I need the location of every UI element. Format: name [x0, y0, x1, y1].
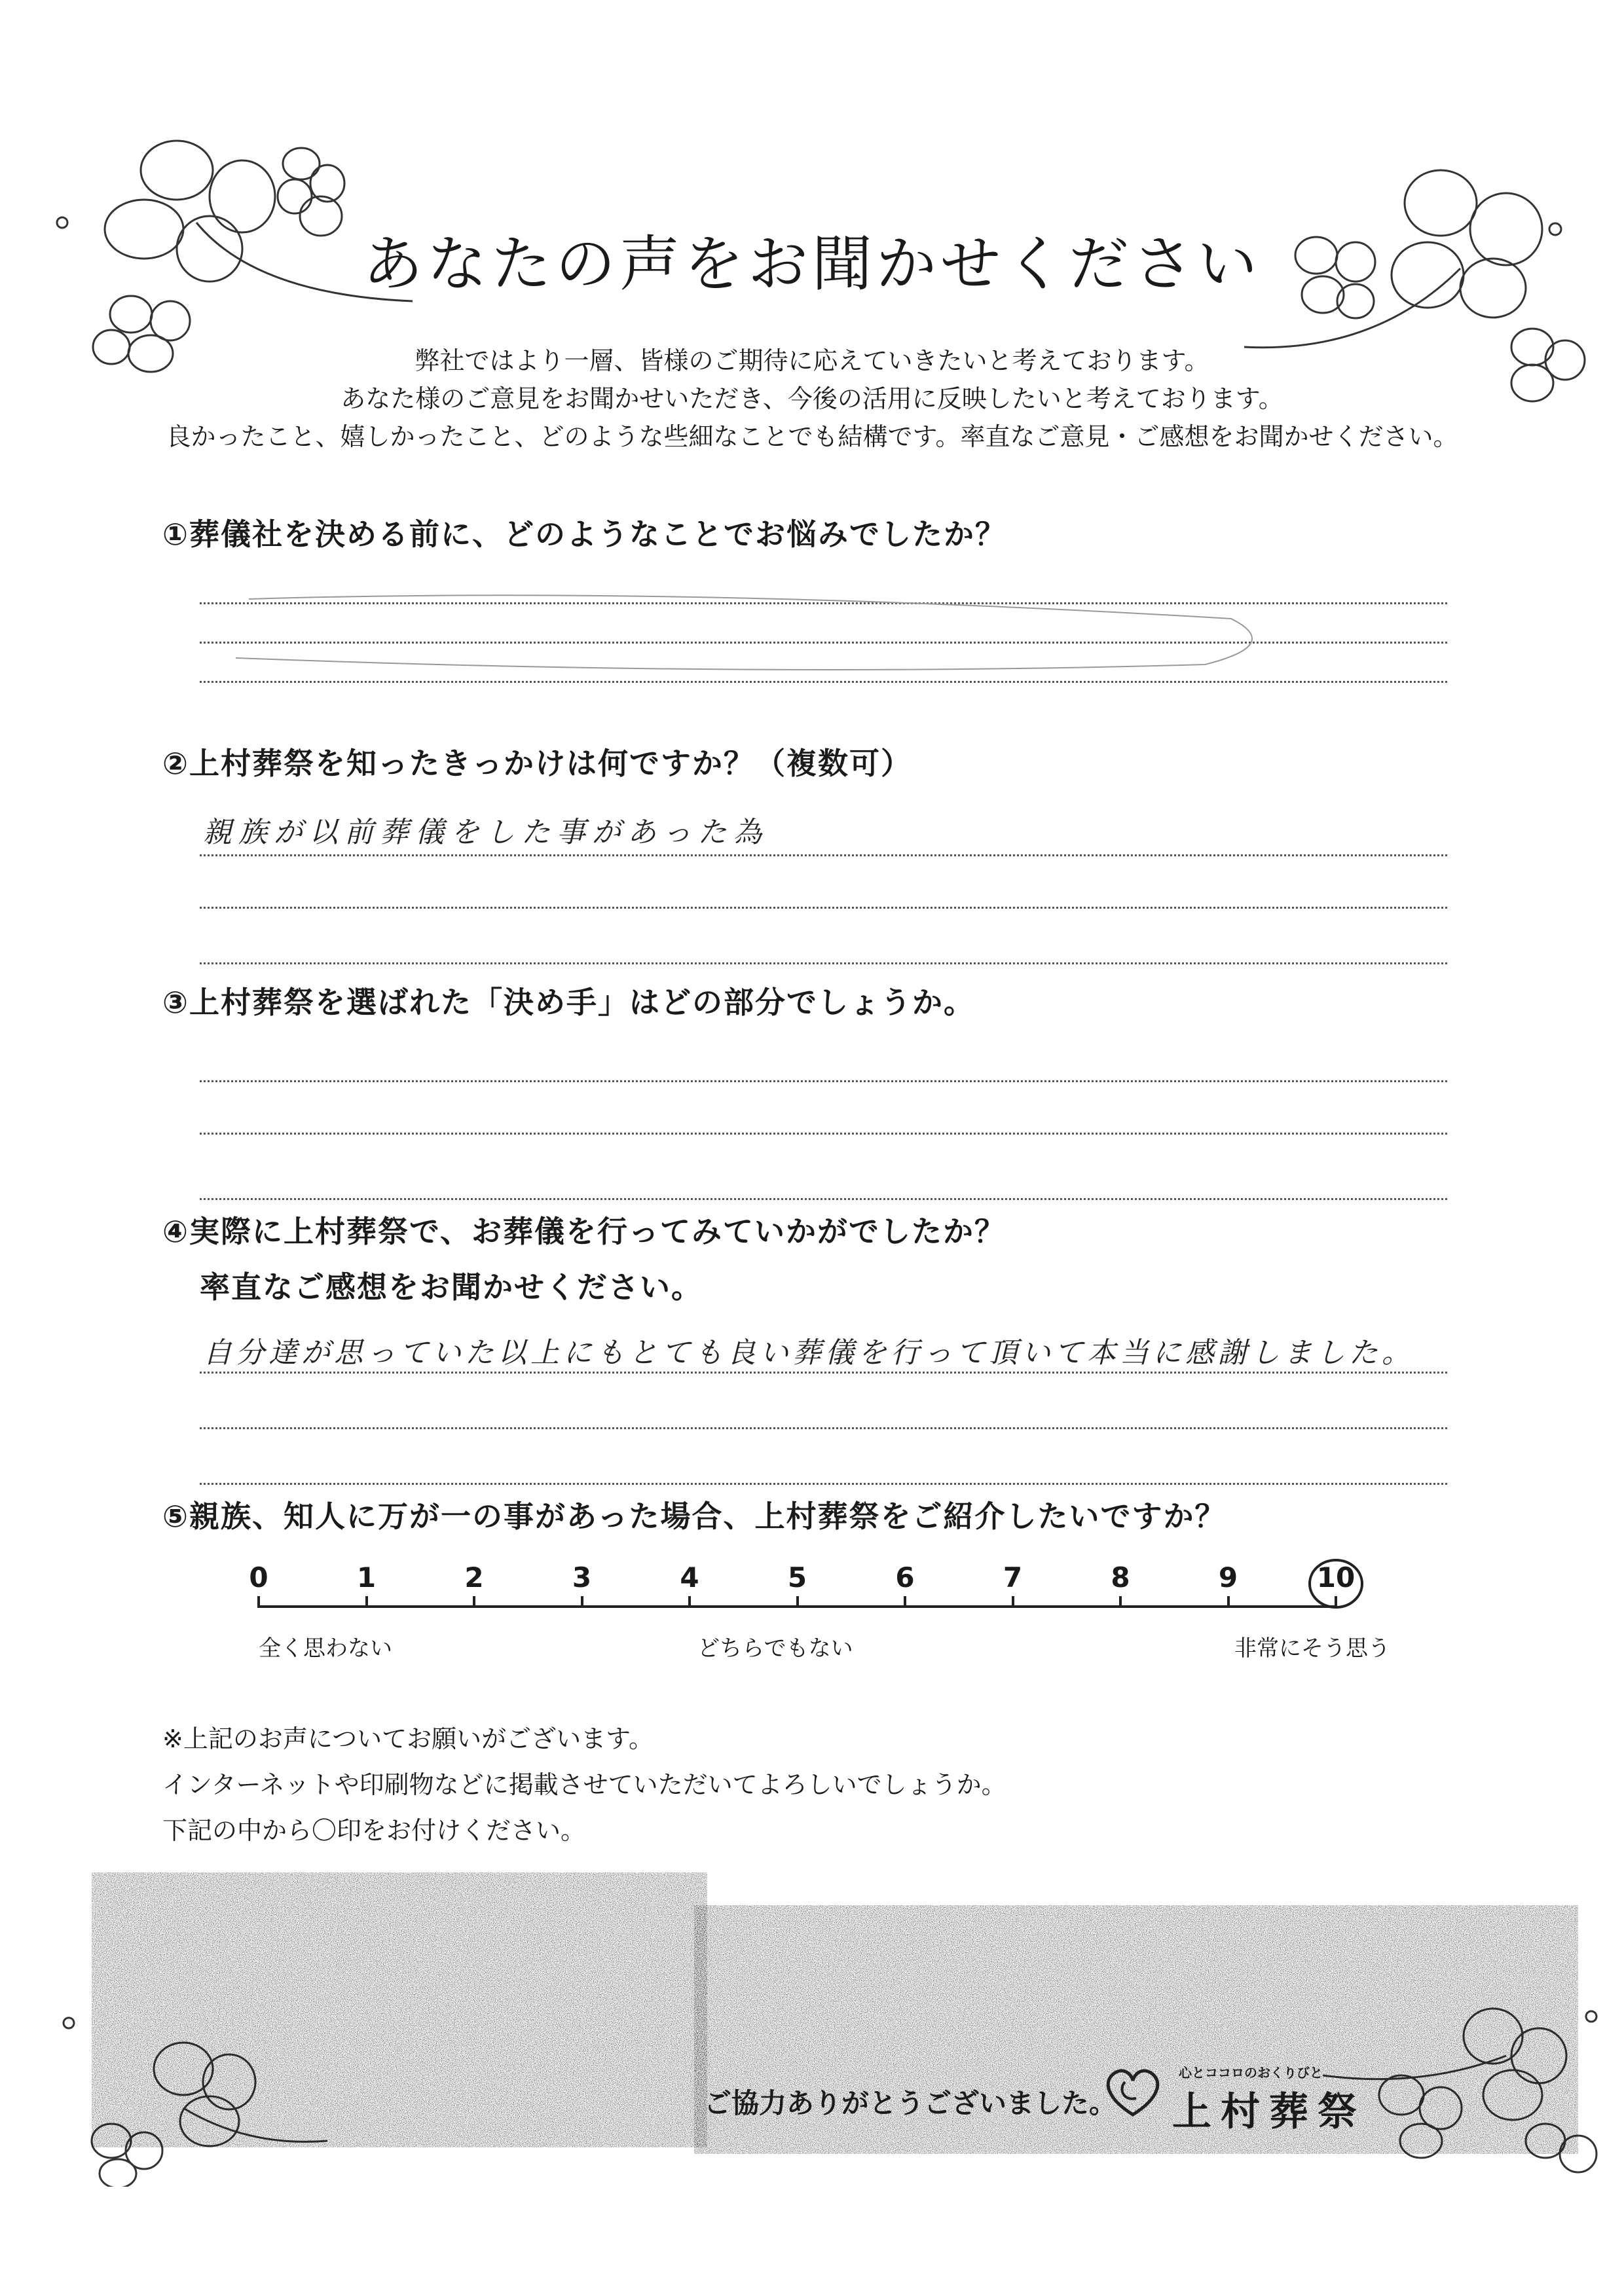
scale-tick: [796, 1596, 799, 1608]
question-3-label: ③上村葬祭を選ばれた「決め手」はどの部分でしょうか。: [162, 985, 975, 1020]
scale-number-9: 9: [1218, 1561, 1238, 1594]
answer-line: [200, 1427, 1447, 1429]
selected-circle: [1303, 1555, 1369, 1614]
answer-line: [200, 854, 1447, 856]
scale-high-label: 非常にそう思う: [1234, 1635, 1390, 1662]
notice-line-1: ※上記のお声についてお願いがございます。: [162, 1724, 654, 1753]
scale-number-8: 8: [1111, 1561, 1130, 1594]
heart-logo-icon: [1100, 2062, 1166, 2121]
question-4-label: ④実際に上村葬祭で、お葬儀を行ってみていかがでしたか？: [162, 1214, 1006, 1249]
scale-number-5: 5: [787, 1561, 807, 1594]
scale-mid-label: どちらでもない: [697, 1635, 853, 1662]
answer-line: [200, 681, 1447, 683]
scale-tick: [1119, 1596, 1122, 1608]
scale-tick: [581, 1596, 583, 1608]
scale-number-2: 2: [464, 1561, 484, 1594]
thanks-message: ご協力ありがとうございました。: [704, 2087, 1117, 2119]
answer-line: [200, 1483, 1447, 1485]
question-1-label: ①葬儀社を決める前に、どのようなことでお悩みでしたか？: [162, 517, 1006, 552]
answer-line: [200, 1372, 1447, 1374]
question-2-answer: 親族が以前葬儀をした事があった為: [203, 816, 769, 849]
question-4-answer: 自分達が思っていた以上にもとても良い葬儀を行って頂いて本当に感謝しました。: [203, 1336, 1414, 1370]
scale-number-1: 1: [356, 1561, 377, 1594]
scale-number-7: 7: [1003, 1561, 1023, 1594]
answer-line: [200, 1198, 1447, 1200]
notice-line-3: 下記の中から〇印をお付けください。: [162, 1816, 586, 1845]
question-2-label: ②上村葬祭を知ったきっかけは何ですか？（複数可）: [162, 746, 912, 781]
scale-tick: [1227, 1596, 1230, 1608]
answer-line: [200, 962, 1447, 964]
scale-number-3: 3: [572, 1561, 592, 1594]
answer-line: [200, 1080, 1447, 1082]
redacted-area: [92, 1872, 1578, 2187]
scale-tick: [1012, 1596, 1014, 1608]
scale-tick: [904, 1596, 906, 1608]
scale-low-label: 全く思わない: [259, 1635, 392, 1662]
scale-tick: [365, 1596, 368, 1608]
intro-line-1: 弊社ではより一層、皆様のご期待に応えていきたいと考えております。: [415, 346, 1209, 375]
answer-line: [200, 907, 1447, 909]
scale-number-4: 4: [680, 1561, 699, 1594]
notice-line-2: インターネットや印刷物などに掲載させていただいてよろしいでしょうか。: [162, 1770, 1006, 1799]
question-4-label-2: 率直なご感想をお聞かせください。: [200, 1269, 703, 1305]
scale-tick: [473, 1596, 475, 1608]
scale-number-0: 0: [249, 1561, 268, 1594]
intro-line-2: あなた様のご意見をお聞かせいただき、今後の活用に反映したいと考えております。: [341, 384, 1283, 413]
intro-line-3: 良かったこと、嬉しかったこと、どのような些細なことでも結構です。率直なご意見・ご感想をお聞かせください。: [166, 422, 1458, 451]
page-title: あなたの声をお聞かせください: [362, 229, 1261, 299]
scale-number-10: 10: [1316, 1561, 1356, 1594]
brand-tagline: 心とココロのおくりびと: [1179, 2065, 1323, 2081]
answer-line: [200, 1133, 1447, 1135]
scale-number-6: 6: [895, 1561, 915, 1594]
brand-name: 上村葬祭: [1172, 2089, 1366, 2135]
blank-scribble: [223, 586, 1270, 678]
question-5-label: ⑤親族、知人に万が一の事があった場合、上村葬祭をご紹介したいですか？: [162, 1499, 1227, 1534]
scale-tick: [688, 1596, 691, 1608]
scale-tick: [257, 1596, 260, 1608]
